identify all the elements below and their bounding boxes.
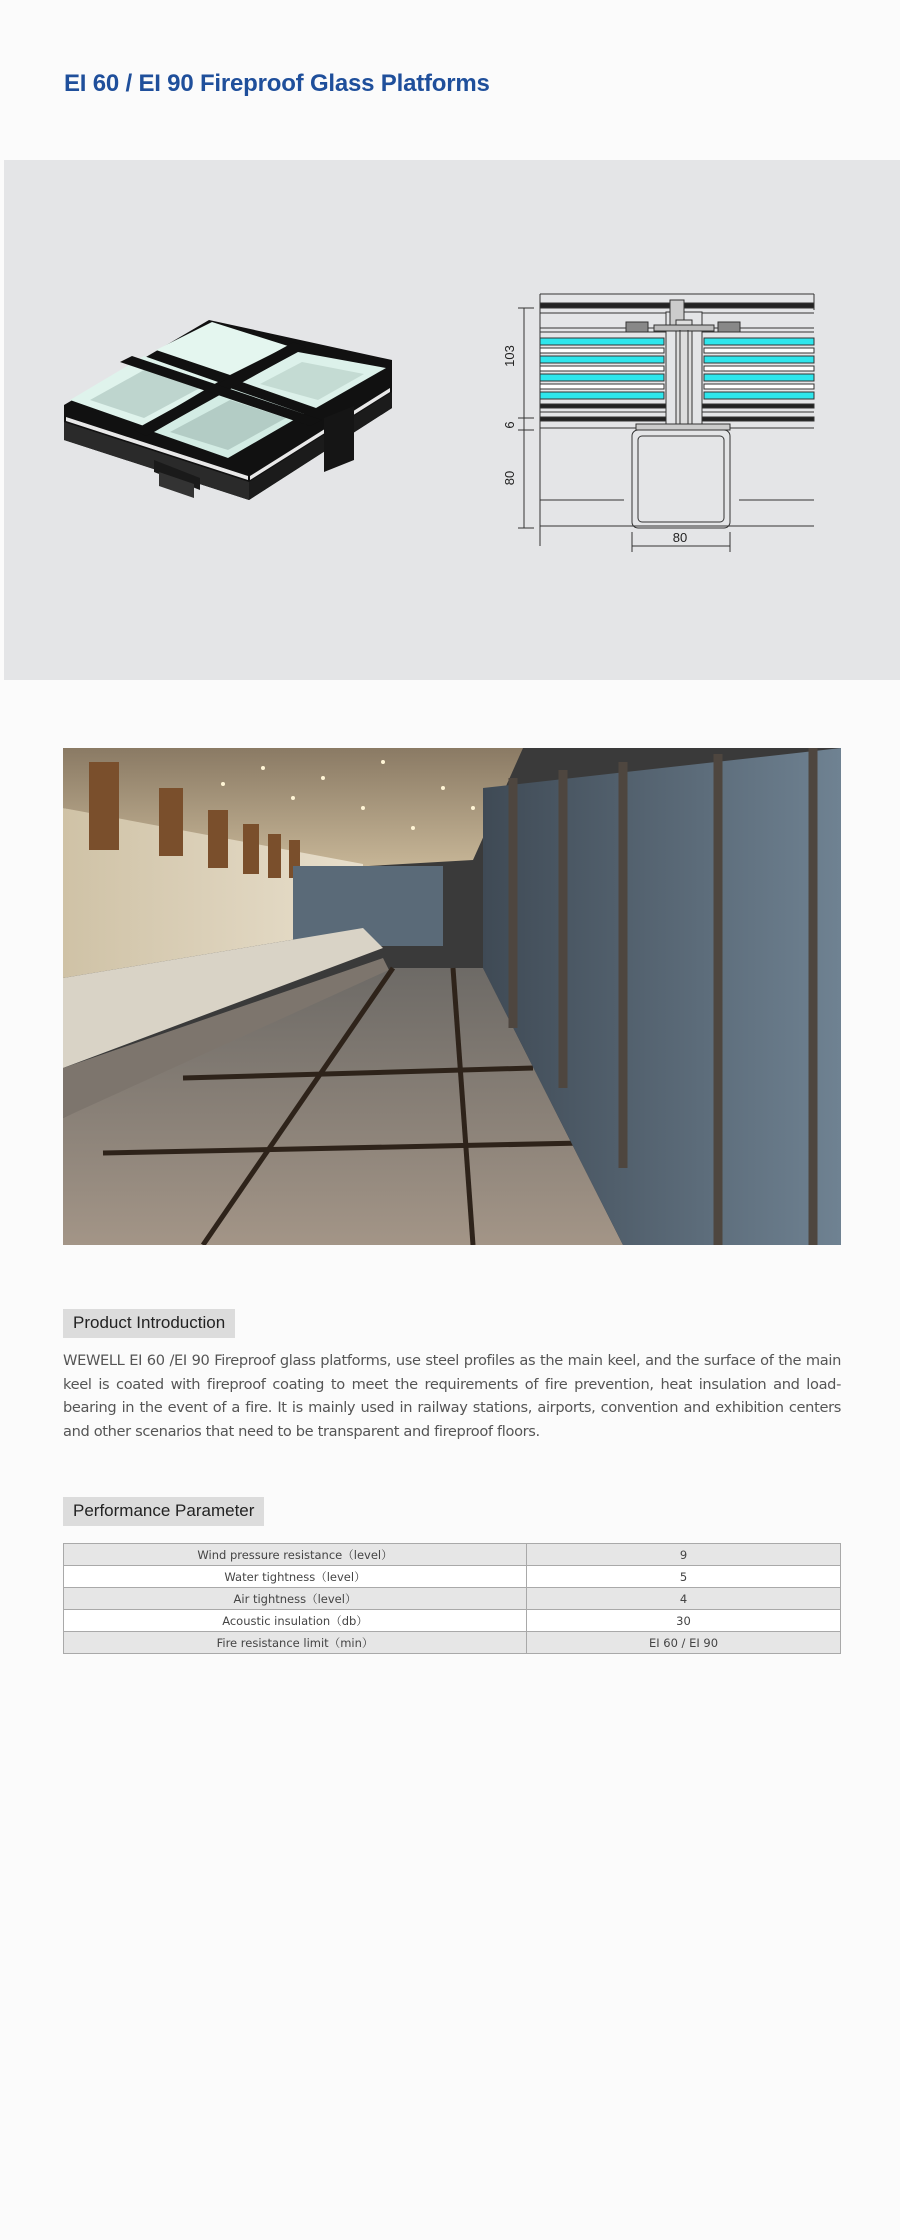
installation-photo-graphic: [63, 748, 841, 1245]
param-name: Wind pressure resistance（level）: [64, 1544, 527, 1566]
param-value: 4: [527, 1588, 841, 1610]
dim-keel-width: 80: [672, 530, 688, 545]
param-value: EI 60 / EI 90: [527, 1632, 841, 1654]
param-name: Air tightness（level）: [64, 1588, 527, 1610]
installation-photo: [63, 748, 841, 1245]
dim-gap: 6: [502, 421, 517, 429]
page-title: EI 60 / EI 90 Fireproof Glass Platforms: [64, 70, 490, 97]
product-introduction-heading: Product Introduction: [63, 1309, 235, 1338]
param-name: Water tightness（level）: [64, 1566, 527, 1588]
table-row: [64, 1544, 841, 1566]
param-value: 30: [527, 1610, 841, 1632]
table-row: [64, 1632, 841, 1654]
drawing-panel: [4, 160, 900, 680]
param-value: 5: [527, 1566, 841, 1588]
dim-total-height: 103: [502, 345, 517, 367]
param-name: Fire resistance limit（min）: [64, 1632, 527, 1654]
product-introduction-text: WEWELL EI 60 /EI 90 Fireproof glass platforms, use steel profiles as the main keel, and the surface of the main keel is coated with fireproof coating to meet the requirements of fire prevention, heat insulation and load-bearing in the event of a fire. It is mainly used in railway stations, airports, convention and exhibition centers and other scenarios that need to be transparent and fireproof floors.: [63, 1352, 841, 1440]
table-row: [64, 1566, 841, 1588]
table-row: [64, 1610, 841, 1632]
performance-table: [63, 1543, 841, 1654]
param-value: 9: [527, 1544, 841, 1566]
table-row: [64, 1588, 841, 1610]
param-name: Acoustic insulation（db）: [64, 1610, 527, 1632]
dim-keel-height: 80: [502, 470, 517, 486]
section-drawing: [4, 160, 900, 680]
performance-parameter-heading: Performance Parameter: [63, 1497, 264, 1526]
